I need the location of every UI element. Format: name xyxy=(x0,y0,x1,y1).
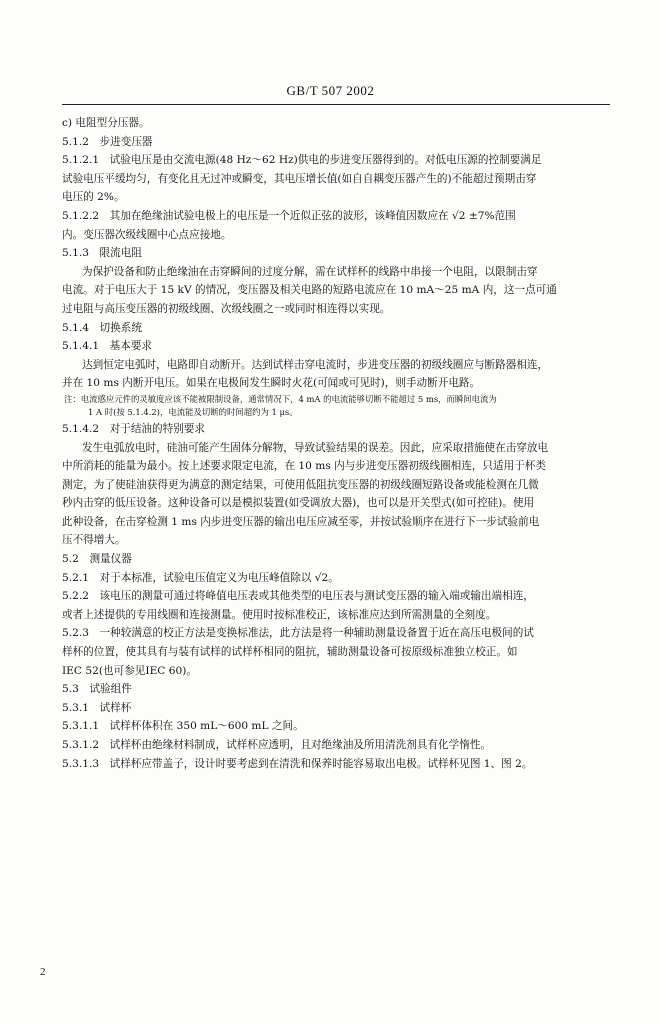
paragraph-line: 试验电压平缓均匀，有变化且无过冲或瞬变，其电压增长值(如自自耦变压器产生的)不能超过预期击穿 xyxy=(62,172,537,185)
paragraph-line: 过电阻与高压变压器的初级线圈、次级线圈之一或同时相连得以实现。 xyxy=(62,302,391,315)
section-heading: 5.3 试验组件 xyxy=(62,683,132,696)
section-heading: 5.1.2 步进变压器 xyxy=(62,135,153,148)
section-heading: 5.1.3 限流电阻 xyxy=(62,247,142,260)
body-text xyxy=(62,114,612,773)
paragraph-line: 发生电弧放电时，硅油可能产生固体分解物，导致试验结果的误差。因此，应采取措施使在击穿放电 xyxy=(82,441,549,454)
paragraph-line: 电流。对于电压大于 15 kV 的情况，变压器及相关电路的短路电流应在 10 mA～25 mA 内，这一点可通 xyxy=(62,284,557,297)
section-heading: 5.1.4.1 基本要求 xyxy=(62,340,153,353)
list-item: c) 电阻型分压器。 xyxy=(62,117,150,129)
section-heading: 5.2 测量仪器 xyxy=(62,553,132,566)
paragraph-line: 样杯的位置，使其具有与装有试样的试样杯相同的阻抗，辅助测量设备可按原级标准独立校正。如 xyxy=(62,646,518,659)
paragraph-line: 达到恒定电弧时，电路即自动断开。达到试样击穿电流时，步进变压器的初级线圈应与断路器相连， xyxy=(82,358,549,371)
section-heading: 5.1.4 切换系统 xyxy=(62,321,142,334)
paragraph-line: 5.3.1.1 试样杯体积在 350 mL～600 mL 之间。 xyxy=(62,720,304,733)
running-header: GB/T 507 2002 xyxy=(286,83,375,98)
note-line: 注：电流感应元件的灵敏度应该不能被限制设备，通常情况下，4 mA 的电流能够切断不能超过 5 ms，而瞬间电流为 xyxy=(64,393,497,404)
paragraph-line: 5.2.3 一种较满意的校正方法是变换标准法，此方法是将一种辅助测量设备置于近在高压电极间的试 xyxy=(62,627,534,640)
paragraph-line: IEC 52(也可参见IEC 60)。 xyxy=(62,664,197,677)
paragraph-line: 中所消耗的能量为最小。按上述要求限定电流，在 10 ms 内与步进变压器初级线圈相连，只适用于杯类 xyxy=(62,460,546,473)
paragraph-line: 此种设备，在击穿检测 1 ms 内步进变压器的输出电压应减至零，并按试验顺序在进行下一步试验前电 xyxy=(62,515,540,528)
paragraph-line: 5.1.2.1 试验电压是由交流电源(48 Hz～62 Hz)供电的步进变压器得到的。对低电压源的控制要满足 xyxy=(62,154,542,167)
section-heading: 5.3.1 试样杯 xyxy=(62,701,132,714)
paragraph-line: 测定，为了使硅油获得更为满意的测定结果，可使用低阻抗变压器的初级线圈短路设备或能检测在几微 xyxy=(62,478,539,491)
paragraph-line: 电压的 2%。 xyxy=(62,191,125,204)
paragraph-line: 5.1.2.2 其加在绝缘油试验电极上的电压是一个近似正弦的波形，该峰值因数应在 √2 ±7%范围 xyxy=(62,209,516,222)
paragraph-line: 内。变压器次级线圈中心点应接地。 xyxy=(62,228,232,241)
paragraph-line: 为保护设备和防止绝缘油在击穿瞬间的过度分解，需在试样杯的线路中串接一个电阻，以限制击穿 xyxy=(82,265,538,278)
note-line: 1 A 时(按 5.1.4.2)，电流能及切断的时间超约为 1 μs。 xyxy=(88,407,298,418)
paragraph-line: 5.2.1 对于本标准，试验电压值定义为电压峰值除以 √2。 xyxy=(62,571,339,584)
header-rule xyxy=(62,104,610,105)
paragraph-line: 5.3.1.3 试样杯应带盖子，设计时要考虑到在清洗和保养时能容易取出电极。试样杯见图 1、图 2。 xyxy=(62,757,533,770)
paragraph-line: 并在 10 ms 内断开电压。如果在电极间发生瞬时火花(可闻或可见时)，则手动断开电路。 xyxy=(62,377,481,390)
section-heading: 5.1.4.2 对于结油的特别要求 xyxy=(62,422,205,435)
page-number: 2 xyxy=(40,966,46,978)
paragraph-line: 5.2.2 该电压的测量可通过将峰值电压表或其他类型的电压表与测试变压器的输入端或输出端相连， xyxy=(62,590,534,603)
paragraph-line: 或者上述提供的专用线圈和连接测量。使用时按标准校正，该标准应达到所需测量的全刻度。 xyxy=(62,608,497,621)
paragraph-line: 压不得增大。 xyxy=(62,534,126,547)
paragraph-line: 5.3.1.2 试样杯由绝缘材料制成，试样杯应透明，且对绝缘油及所用清洗剂具有化学惰性。 xyxy=(62,739,492,751)
paragraph-line: 秒内击穿的低压设备。这种设备可以是模拟装置(如受调放大器)，也可以是开关型式(如可控硅)。使用 xyxy=(62,497,535,510)
